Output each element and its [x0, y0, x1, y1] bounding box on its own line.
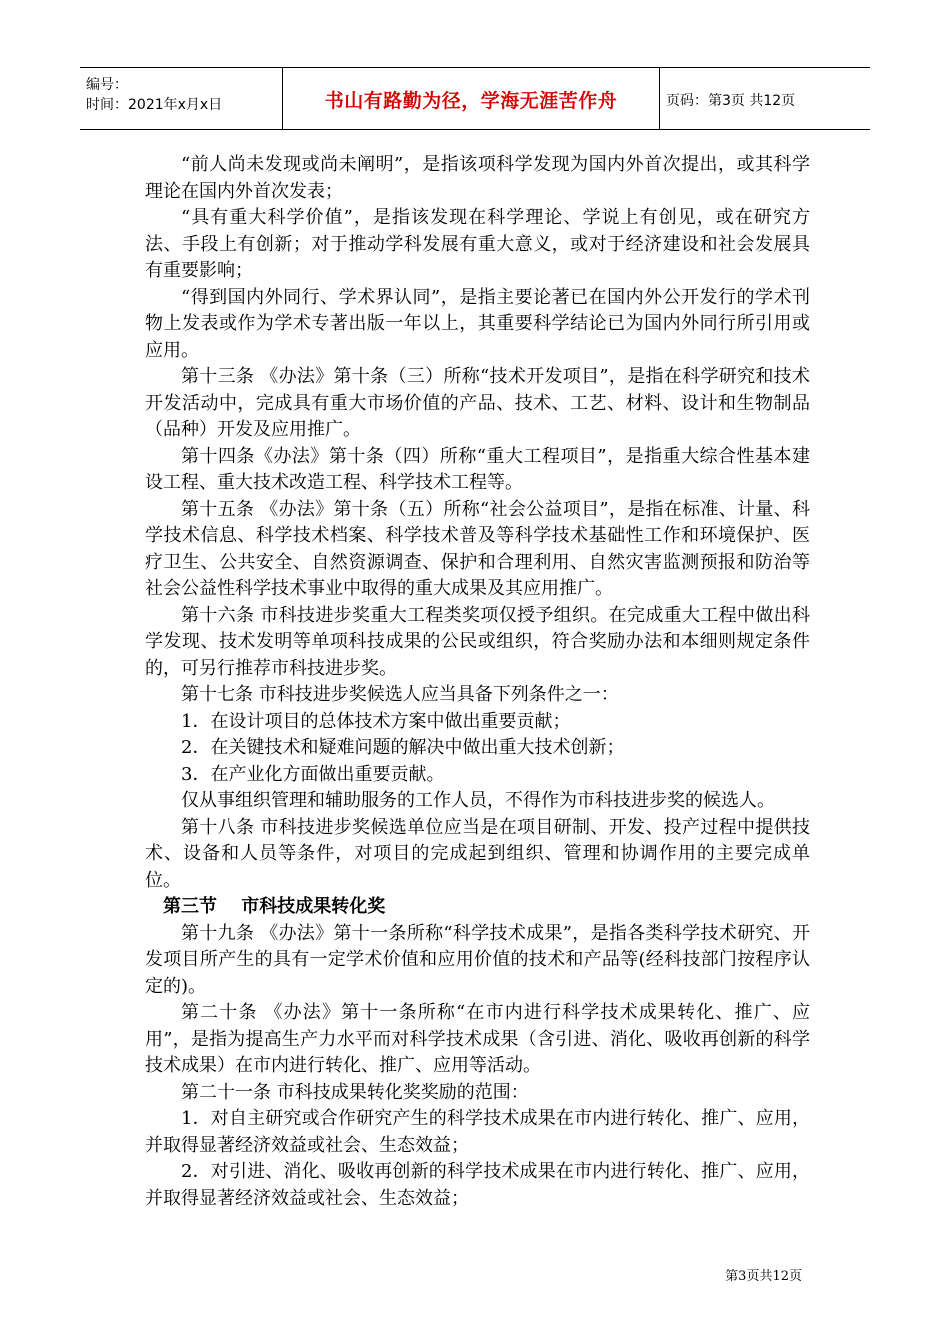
paragraph: 第十九条 《办法》第十一条所称“科学技术成果”，是指各类科学技术研究、开发项目所产生的具有一定学术价值和应用价值的技术和产品等(经科技部门按程序认定的)。 [145, 922, 810, 997]
list-item: 3．在产业化方面做出重要贡献。 [181, 763, 445, 785]
paragraph: 第二十条 《办法》第十一条所称“在市内进行科学技术成果转化、推广、应用”，是指为提高生产力水平而对科学技术成果（含引进、消化、吸收再创新的科学技术成果）在市内进行转化、推广、应用等活动。 [145, 1002, 810, 1076]
list-item: 1．在设计项目的总体技术方案中做出重要贡献； [181, 710, 571, 732]
list-item: 2．在关键技术和疑难问题的解决中做出重大技术创新； [181, 737, 625, 758]
header-motto: 书山有路勤为径，学海无涯苦作舟 [324, 90, 618, 112]
header-motto-cell [282, 68, 660, 129]
header-meta [80, 68, 280, 129]
paragraph: 第二十一条 市科技成果转化奖奖励的范围： [181, 1081, 529, 1103]
document-header [80, 67, 870, 130]
paragraph: 仅从事组织管理和辅助服务的工作人员，不得作为市科技进步奖的候选人。 [181, 790, 775, 811]
paragraph: 第十四条《办法》第十条（四）所称“重大工程项目”，是指重大综合性基本建设工程、重大技术改造工程、科学技术工程等。 [145, 445, 810, 493]
page-footer: 第3页共12页 [725, 1269, 802, 1284]
paragraph: 第十七条 市科技进步奖候选人应当具备下列条件之一： [181, 684, 619, 705]
paragraph: “前人尚未发现或尚未阐明”，是指该项科学发现为国内外首次提出，或其科学理论在国内外首次发表； [145, 154, 810, 202]
document-number-label: 编号： [86, 77, 128, 93]
paragraph: 第十六条 市科技进步奖重大工程类奖项仅授予组织。在完成重大工程中做出科学发现、技术发明等单项科技成果的公民或组织，符合奖励办法和本细则规定条件的，可另行推荐市科技进步奖。 [145, 604, 810, 679]
paragraph: 第十八条 市科技进步奖候选单位应当是在项目研制、开发、投产过程中提供技术、设备和人员等条件，对项目的完成起到组织、管理和协调作用的主要完成单位。 [145, 816, 810, 891]
document-date-label: 时间：2021年x月x日 [86, 97, 223, 113]
paragraph: 第十五条 《办法》第十条（五）所称“社会公益项目”，是指在标准、计量、科学技术信息、科学技术档案、科学技术普及等科学技术基础性工作和环境保护、医疗卫生、公共安全、自然资源调查、保护和合理利用、自然灾害监测预报和防治等社会公益性科学技术事业中取得的重大成果及其应用推广。 [145, 498, 810, 599]
section-heading: 第三节 市科技成果转化奖 [163, 896, 386, 917]
list-item: 2．对引进、消化、吸收再创新的科学技术成果在市内进行转化、推广、应用，并取得显著经济效益或社会、生态效益； [145, 1161, 810, 1209]
header-page-cell [660, 68, 870, 129]
paragraph: “得到国内外同行、学术界认同”，是指主要论著已在国内外公开发行的学术刊物上发表或作为学术专著出版一年以上，其重要科学结论已为国内外同行所引用或应用。 [145, 286, 810, 361]
header-page-number: 页码：第3页 共12页 [666, 93, 796, 109]
paragraph: 第十三条 《办法》第十条（三）所称“技术开发项目”，是指在科学研究和技术开发活动中，完成具有重大市场价值的产品、技术、工艺、材料、设计和生物制品（品种）开发及应用推广。 [145, 366, 810, 440]
document-body [145, 152, 810, 1212]
paragraph: “具有重大科学价值”，是指该发现在科学理论、学说上有创见，或在研究方法、手段上有创新；对于推动学科发展有重大意义，或对于经济建设和社会发展具有重要影响； [145, 207, 810, 281]
list-item: 1．对自主研究或合作研究产生的科学技术成果在市内进行转化、推广、应用，并取得显著经济效益或社会、生态效益； [145, 1108, 810, 1156]
